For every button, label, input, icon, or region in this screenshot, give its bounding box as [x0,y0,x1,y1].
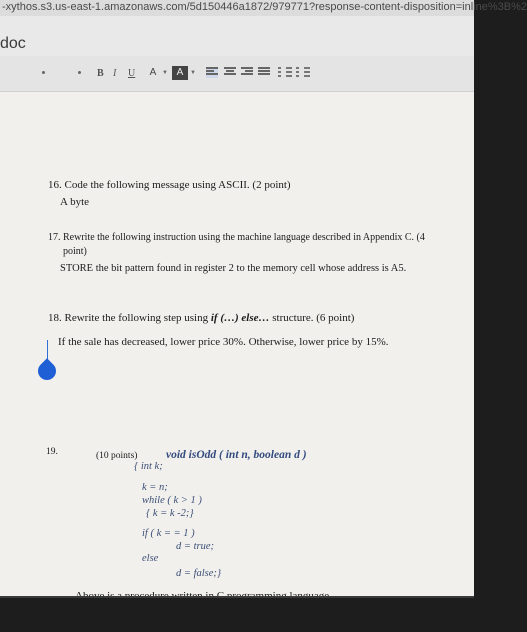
question-16: 16. Code the following message using ASCII. (2 point) [48,179,291,191]
question-17-line2: point) [63,246,87,257]
document-page[interactable] [0,92,474,596]
browser-url-bar[interactable] [0,0,527,16]
question-17-body: STORE the bit pattern found in register 2 to the memory cell whose address is A5. [60,263,407,274]
formatting-toolbar [0,56,474,92]
code-line: if ( k = = 1 ) [142,528,195,539]
question-18-emphasis: if (…) else… [210,312,270,324]
question-19-number: 19. [46,447,58,457]
italic-button[interactable]: I [113,68,117,79]
document-title: doc [0,35,26,52]
dropdown-dot-icon[interactable] [42,71,45,74]
question-18-body: If the sale has decreased, lower price 30%. Otherwise, lower price by 15%. [58,336,389,348]
title-bar [0,16,474,56]
align-center-icon[interactable] [224,67,236,78]
question-18-suffix: structure. (6 point) [269,312,355,324]
underline-button[interactable]: U [128,68,136,79]
url-text: -xythos.s3.us-east-1.amazonaws.com/5d150446a1872/979771?response-content-disposition=inline%3B%2 [2,1,527,13]
question-16-answer: A byte [60,196,90,208]
chevron-down-icon[interactable]: ▼ [162,70,168,76]
bold-button[interactable]: B [97,68,104,79]
code-line: k = n; [142,482,168,493]
chevron-down-icon[interactable]: ▼ [190,70,196,76]
code-line: { int k; [134,461,163,472]
code-signature: void isOdd ( int n, boolean d ) [166,449,307,461]
bezel-edge [0,596,474,598]
highlight-color-button[interactable]: A [172,66,188,80]
question-18-prefix: 18. Rewrite the following step using [48,312,211,324]
align-right-icon[interactable] [241,67,253,78]
screen-bezel [0,596,474,632]
question-18 [48,312,354,324]
code-line: { k = k -2;} [146,508,194,519]
question-17-line1: 17. Rewrite the following instruction using the machine language described in Appendix C. (4 [48,232,425,243]
bulleted-list-icon[interactable] [296,67,310,78]
cursor-handle-icon[interactable] [34,358,59,383]
align-justify-icon[interactable] [258,67,270,78]
code-line: else [142,553,159,564]
dropdown-dot-icon[interactable] [78,71,81,74]
numbered-list-icon[interactable] [278,67,292,78]
code-line: d = true; [176,541,214,552]
code-line: d = false;} [176,568,222,579]
align-left-icon[interactable] [206,67,218,78]
code-line: while ( k > 1 ) [142,495,202,506]
text-color-button[interactable]: A [149,67,157,78]
question-19-points: (10 points) [96,451,138,461]
